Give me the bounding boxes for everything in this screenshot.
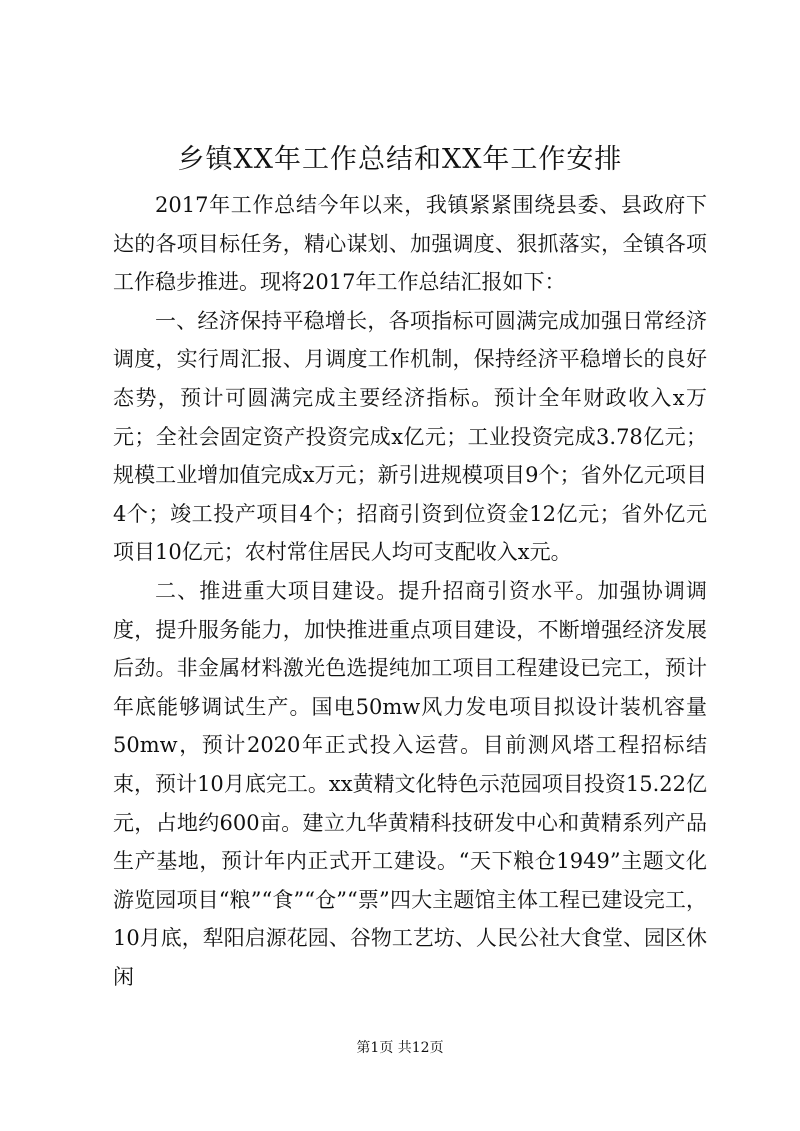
- paragraph-intro: 2017年工作总结今年以来，我镇紧紧围绕县委、县政府下达的各项目标任务，精心谋划、加强调度、狠抓落实，全镇各项工作稳步推进。现将2017年工作总结汇报如下：: [113, 193, 707, 295]
- paragraph-economy: 一、经济保持平稳增长，各项指标可圆满完成加强日常经济调度，实行周汇报、月调度工作机制，保持经济平稳增长的良好态势，预计可圆满完成主要经济指标。预计全年财政收入x万元；全社会固定资产投资完成x亿元；工业投资完成3.78亿元；规模工业增加值完成x万元；新引进规模项目9个；省外亿元项目4个；竣工投产项目4个；招商引资到位资金12亿元；省外亿元项目10亿元；农村常住居民人均可支配收入x元。: [113, 308, 707, 565]
- document-title: 乡镇XX年工作总结和XX年工作安排: [177, 144, 623, 175]
- document-body: [113, 186, 707, 996]
- page-number: 第1页 共12页: [356, 1040, 444, 1056]
- paragraph-projects: 二、推进重大项目建设。提升招商引资水平。加强协调调度，提升服务能力，加快推进重点项目建设，不断增强经济发展后劲。非金属材料激光色选提纯加工项目工程建设已完工，预计年底能够调试生产。国电50mw风力发电项目拟设计装机容量50mw，预计2020年正式投入运营。目前测风塔工程招标结束，预计10月底完工。xx黄精文化特色示范园项目投资15.22亿元，占地约600亩。建立九华黄精科技研发中心和黄精系列产品生产基地，预计年内正式开工建设。“天下粮仓1949”主题文化游览园项目“粮”“食”“仓”“票”四大主题馆主体工程已建设完工，10月底，犁阳启源花园、谷物工艺坊、人民公社大食堂、园区休闲: [113, 578, 707, 989]
